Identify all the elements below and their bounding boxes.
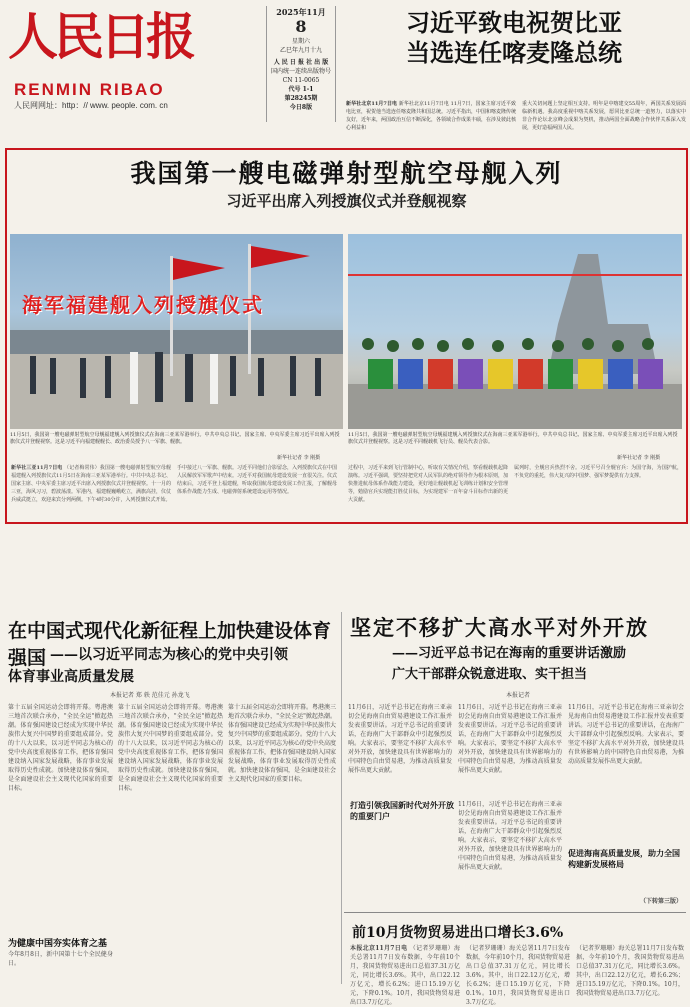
date-serial-cn: CN 11-0065 <box>282 77 320 84</box>
article-left-byline: 本报记者 郑 轶 范佳元 孙龙飞 <box>110 692 190 699</box>
date-publisher: 人 民 日 报 社 出 版 <box>273 59 329 66</box>
article-left-headline[interactable]: 在中国式现代化新征程上加快建设体育强国 <box>8 620 332 669</box>
article-left-body-col1: 第十五届全国运动会即将开幕。粤港澳三地首次联合承办，"全民全运"掀起热潮。体育强国建设已经成为实现中华民族伟大复兴中国梦的重要组成部分。党的十八大以来，以习近平同志为核心的党中央高度重视体育工作，把体育强国建设纳入国家发展战略，体育事业发展取得历史性成就。加快建设体育强国，是全面建设社会主义现代化国家的重要目标。 <box>8 704 113 792</box>
feature-body-col1 <box>11 464 171 518</box>
masthead-logo-english: RENMIN RIBAO <box>14 80 165 99</box>
feature-subtitle[interactable]: 习近平出席入列授旗仪式并登舰视察 <box>226 192 467 210</box>
article-right-headline[interactable]: 坚定不移扩大高水平对外开放 <box>350 615 649 640</box>
article-right-subhead-1: ——习近平总书记在海南的重要讲话激励 <box>392 646 627 661</box>
article-left-section-head: 为健康中国夯实体育之基 <box>8 939 108 949</box>
bottom-story-body-col3: （记者罗珊珊）海关总署11月7日发布数据，今年前10个月，我国货物贸易进出口总值37.31万亿元，同比增长3.6%。其中，出口22.12万亿元，增长6.2%；进口15.19万亿元，下降0.1%。10月，我国货物贸易进出口3.7万亿元。 <box>576 945 684 997</box>
article-left-body-col2: 第十五届全国运动会即将开幕。粤港澳三地首次联合承办，"全民全运"掀起热潮。体育强国建设已经成为实现中华民族伟大复兴中国梦的重要组成部分。党的十八大以来，以习近平同志为核心的党中央高度重视体育工作，把体育强国建设纳入国家发展战略，体育事业发展取得历史性成就。加快建设体育强国，是全面建设社会主义现代化国家的重要目标。 <box>118 704 223 792</box>
credit-right: 新华社记者 李 刚摄 <box>617 455 661 461</box>
bottom-story-body-col1 <box>350 944 460 1006</box>
article-left-subhead-2: 体育事业高质量发展 <box>8 669 134 685</box>
feature-body-text1: （记者梅常伟）我国第一艘电磁弹射型航空母舰福建舰入列授旗仪式11月5日在海南三亚某军港举行。中共中央总书记、国家主席、中央军委主席习近平出席入列授旗仪式并登舰视察。十一月的三亚，海风习习，碧波荡漾。军港内，福建舰巍峨屹立，满旗高挂，仪仗兵威武挺立，欢迎来宾分列两侧。下午4时30分许，入列授旗仪式开始。 <box>11 465 172 503</box>
feature-body-col3: 过程中，习近平来到飞行管制中心，听取有关情况介绍，察看舰载机起降演练。习近平强调，要坚持把党对人民军队的绝对领导作为根本原则，加快推进航母体系作战能力建设，更好地让舰载机起飞训练计划和安全管理等，勉励官兵实现能打胜仗目标，为实现建军一百年奋斗目标作出新的更大贡献。 <box>348 465 509 503</box>
photo-group-portrait-scene <box>348 234 682 429</box>
article-right-jump[interactable]: （下转第三版） <box>640 898 683 905</box>
article-right-body-col2b: 11月6日，习近平总书记在海南三亚亲切会见海南自由贸易港建设工作汇报并发表重要讲话。习近平总书记的重要讲话，在海南广大干部群众中引起强烈反响。大家表示，要坚定不移扩大高水平对外开放，加快建设具有世界影响力的中国特色自由贸易港，为推动高质量发展作出更大贡献。 <box>458 801 562 871</box>
feature-dateline: 新华社三亚11月7日电 <box>11 465 63 471</box>
date-weekday: 星期六 <box>291 38 310 45</box>
article-right-body-col2: 11月6日，习近平总书记在海南三亚亲切会见海南自由贸易港建设工作汇报并发表重要讲话。习近平总书记的重要讲话，在海南广大干部群众中引起强烈反响。大家表示，要坚定不移扩大高水平对外开放，加快建设具有世界影响力的中国特色自由贸易港，为推动高质量发展作出更大贡献。 <box>458 704 562 774</box>
date-code: 代号 1-1 <box>288 86 314 93</box>
article-left-subhead-1: ——以习近平同志为核心的党中央引领 <box>50 647 288 663</box>
top-headline-line1: 习近平致电祝贺比亚 <box>406 8 622 37</box>
photo-banner-text: 海军福建舰入列授旗仪式 <box>22 293 264 317</box>
credit-left: 新华社记者 李 刚摄 <box>277 455 321 461</box>
date-serial-label: 国内统一连续出版物号 <box>270 68 331 75</box>
article-left-body-col3: 第十五届全国运动会即将开幕。粤港澳三地首次联合承办，"全民全运"掀起热潮。体育强国建设已经成为实现中华民族伟大复兴中国梦的重要组成部分。党的十八大以来，以习近平同志为核心的党中央高度重视体育工作，把体育强国建设纳入国家发展战略，体育事业发展取得历史性成就。加快建设体育强国，是全面建设社会主义现代化国家的重要目标。 <box>228 704 337 783</box>
photo-group-portrait <box>348 234 682 429</box>
article-right-section-head-1: 打造引领我国新时代对外开放的重要门户 <box>350 800 454 821</box>
bottom-story-text: （记者罗珊珊）海关总署11月7日发布数据，今年前10个月，我国货物贸易进出口总值37.31万亿元，同比增长3.6%。其中，出口22.12万亿元，增长6.2%；进口15.19万亿元，下降0.1%。10月，我国货物贸易进出口3.7万亿元。 <box>350 945 460 1006</box>
article-right-section-head-2: 促进海南高质量发展，助力全国构建新发展格局 <box>568 848 680 869</box>
article-right-byline: 本报记者 <box>506 692 531 699</box>
photo-flag-ceremony <box>10 234 343 429</box>
caption-right: 11月5日，我国第一艘电磁弹射型航空母舰福建舰入列授旗仪式在海南三亚某军港举行。中共中央总书记、国家主席、中央军委主席习近平出席入列授旗仪式并登舰视察。这是习近平同舰载机飞行员、舰员代表合影。 <box>348 432 678 445</box>
article-right-subhead-2: 广大干部群众锐意进取、实干担当 <box>392 667 588 682</box>
date-box <box>266 6 336 122</box>
top-headline-line2: 当选连任喀麦隆总统 <box>406 38 622 67</box>
bottom-story-dateline: 本报北京11月7日电 <box>350 945 408 952</box>
top-story-body-col1 <box>346 100 516 140</box>
date-year-month: 2025年11月 <box>276 7 326 17</box>
top-story-headline[interactable] <box>344 8 684 68</box>
masthead-url[interactable]: 人民网网址：http：// www. people. com. cn <box>14 101 168 110</box>
date-day: 8 <box>295 17 307 36</box>
masthead-logo: 人民日报 <box>8 7 192 66</box>
article-left-tail: 今年8月8日，新中国第十七个全民健身日。 <box>8 951 113 967</box>
article-right-body-col1: 11月6日，习近平总书记在海南三亚亲切会见海南自由贸易港建设工作汇报并发表重要讲话。习近平总书记的重要讲话，在海南广大干部群众中引起强烈反响。大家表示，要坚定不移扩大高水平对外开放，加快建设具有世界影响力的中国特色自由贸易港，为推动高质量发展作出更大贡献。 <box>348 704 452 774</box>
top-story-dateline: 新华社北京11月7日电 <box>346 101 398 107</box>
bottom-story-headline[interactable]: 前10月货物贸易进出口增长3.6% <box>352 925 564 941</box>
feature-body-col4: 属列时，全舰官兵热烈不舍。习近平号召全舰官兵：为国守海，为国护航，不负党的重托，伟大复兴的中国梦、强军梦提供有力支撑。 <box>514 465 682 479</box>
top-story-text1: 新华社北京11月7日电 11月7日，国家主席习近平致电比亚，祝贺他当选连任喀麦隆共和国总统。习近平指出，中国和喀麦隆传统友好，近年来，两国政治互信不断深化，各领域合作成果丰硕，在涉及彼此核心利益和 <box>346 101 517 131</box>
bottom-story-body-col2: （记者罗珊珊）海关总署11月7日发布数据，今年前10个月，我国货物贸易进出口总值37.31万亿元，同比增长3.6%。其中，出口22.12万亿元，增长6.2%；进口15.19万亿元，下降0.1%。10月，我国货物贸易进出口3.7万亿元。 <box>466 945 570 1006</box>
bottom-divider <box>344 912 686 913</box>
article-right-body-col3: 11月6日，习近平总书记在海南三亚亲切会见海南自由贸易港建设工作汇报并发表重要讲话。习近平总书记的重要讲话，在海南广大干部群众中引起强烈反响。大家表示，要坚定不移扩大高水平对外开放，加快建设具有世界影响力的中国特色自由贸易港，为推动高质量发展作出更大贡献。 <box>568 704 684 765</box>
feature-body-col2: 手中接过八一军旗、舰旗。习近平同他们合影留念，入列授旗仪式在中国人民解放军军歌声中结束。习近平对我国航母建设发展一直很关注。仪式结束后，习近平登上福建舰，听取我国航母建设发展工作汇报，了解舰母体系作战能力生成、电磁弹射系统建设运用等情况。 <box>177 465 338 495</box>
date-pages: 今日8版 <box>289 104 313 111</box>
column-divider <box>341 612 342 984</box>
date-lunar: 乙巳年九月十九 <box>279 47 322 54</box>
feature-box <box>5 148 688 524</box>
date-issue: 第28245期 <box>284 95 318 102</box>
feature-title[interactable]: 我国第一艘电磁弹射型航空母舰入列 <box>130 159 563 188</box>
photo-flag-ceremony-scene <box>10 234 343 429</box>
top-story-body-col2: 重大关切问题上坚定相互支持。明年是中喀建交55周年，两国关系发展面临新机遇。我高度重视中喀关系发展，愿同比亚总统一道努力，以落实中非合作论坛北京峰会成果为契机，推动两国全面战略合作伙伴关系深入发展，更好造福两国人民。 <box>522 101 686 131</box>
caption-left: 11月5日，我国第一艘电磁弹射型航空母舰福建舰入列授旗仪式在海南三亚某军港举行。中共中央总书记、国家主席、中央军委主席习近平出席入列授旗仪式并登舰视察。这是习近平向福建舰舰长、政治委员授予八一军旗、舰旗。 <box>10 432 340 445</box>
